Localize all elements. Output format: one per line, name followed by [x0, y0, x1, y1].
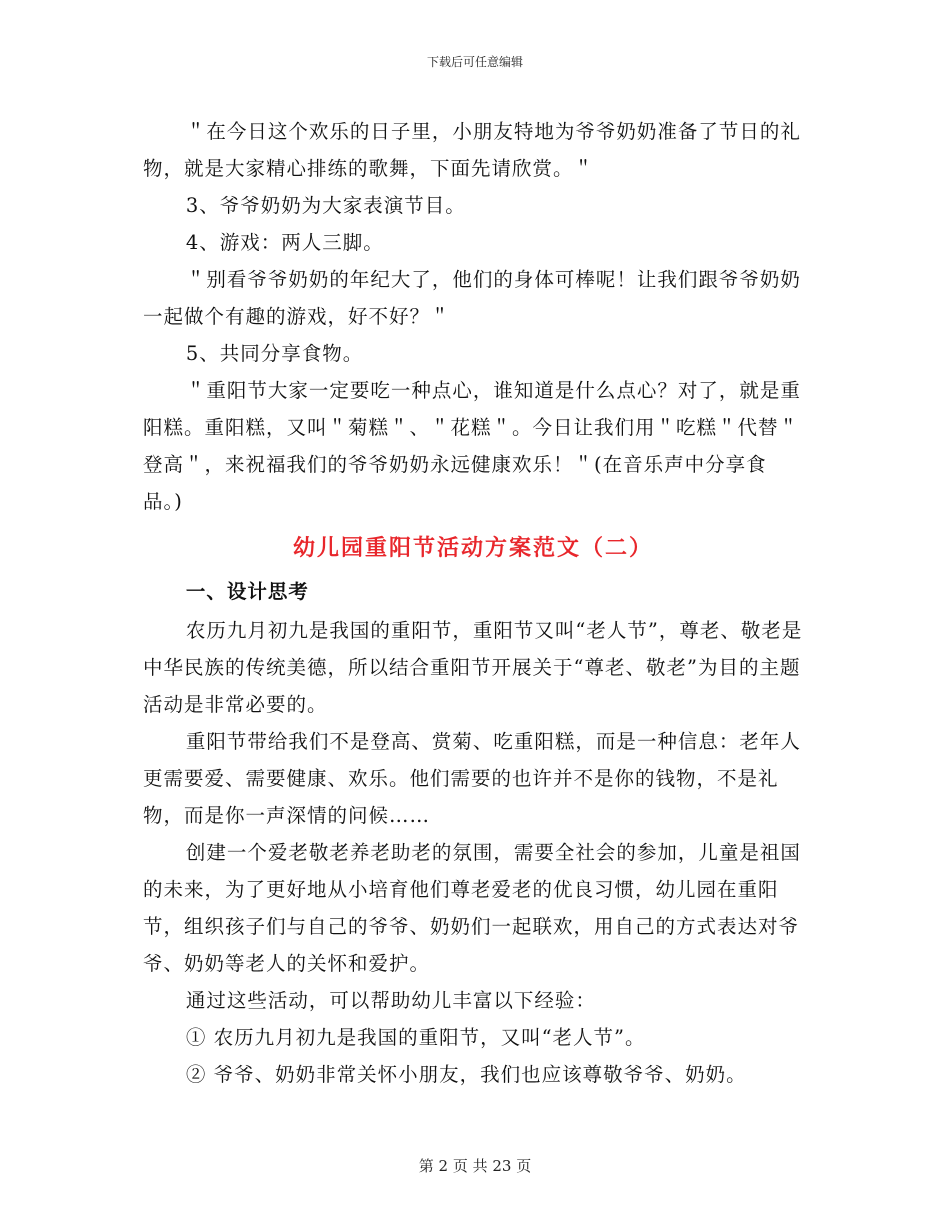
- list-item: 5、共同分享食物。: [185, 342, 364, 365]
- subheading: 一、设计思考: [185, 580, 309, 603]
- paragraph: 创建一个爱老敬老养老助老的氛围，需要全社会的参加，儿童是祖国的未来，为了更好地从小培育他们尊老爱老的优良习惯，幼儿园在重阳节，组织孩子们与自己的爷爷、奶奶们一起联欢，用自己的方式表达对爷爷、奶奶等老人的关怀和爱护。: [143, 841, 801, 975]
- paragraph: ＂别看爷爷奶奶的年纪大了，他们的身体可棒呢！让我们跟爷爷奶奶一起做个有趣的游戏，好不好？＂: [143, 268, 801, 328]
- section-title: 幼儿园重阳节活动方案范文（二）: [292, 535, 653, 561]
- list-item: 4、游戏：两人三脚。: [185, 231, 384, 254]
- paragraph: 重阳节带给我们不是登高、赏菊、吃重阳糕，而是一种信息：老年人更需要爱、需要健康、欢乐。他们需要的也许并不是你的钱物，不是礼物，而是你一声深情的问候……: [143, 730, 801, 827]
- list-item: ① 农历九月初九是我国的重阳节，又叫“老人节”。: [185, 1026, 646, 1049]
- paragraph: ＂重阳节大家一定要吃一种点心，谁知道是什么点心？对了，就是重阳糕。重阳糕，又叫＂菊糕＂、＂花糕＂。今日让我们用＂吃糕＂代替＂登高＂，来祝福我们的爷爷奶奶永远健康欢乐！＂(在音乐声中分享食品。): [143, 379, 801, 513]
- document-body: [143, 113, 803, 1093]
- paragraph: ＂在今日这个欢乐的日子里，小朋友特地为爷爷奶奶准备了节日的礼物，就是大家精心排练的歌舞，下面先请欣赏。＂: [143, 120, 801, 180]
- page-header: 下载后可任意编辑: [426, 55, 523, 69]
- paragraph: 通过这些活动，可以帮助幼儿丰富以下经验：: [185, 989, 596, 1012]
- paragraph: 农历九月初九是我国的重阳节，重阳节又叫“老人节”，尊老、敬老是中华民族的传统美德，所以结合重阳节开展关于“尊老、敬老”为目的主题活动是非常必要的。: [143, 619, 803, 716]
- list-item: 3、爷爷奶奶为大家表演节目。: [185, 194, 466, 217]
- page-footer: 第 2 页 共 23 页: [418, 1157, 532, 1175]
- list-item: ② 爷爷、奶奶非常关怀小朋友，我们也应该尊敬爷爷、奶奶。: [185, 1063, 747, 1086]
